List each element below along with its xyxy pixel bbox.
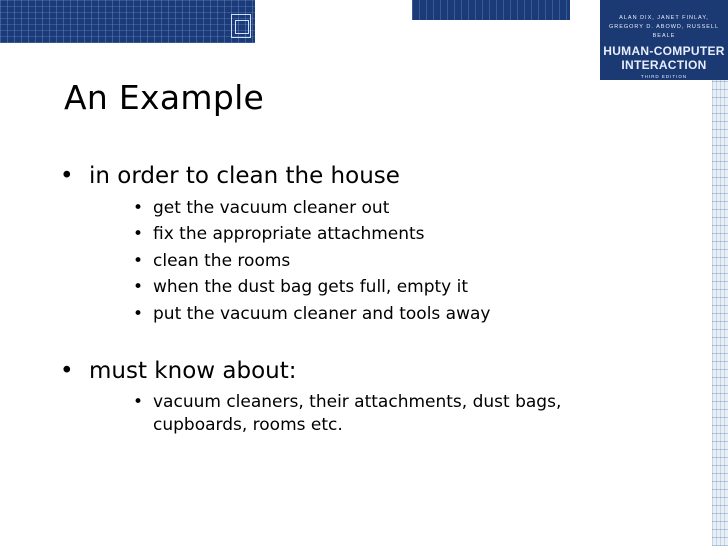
top-bar bbox=[412, 0, 570, 20]
sub-bullet-continuation: cupboards, rooms etc. bbox=[153, 415, 343, 435]
sub-bullet-text: fix the appropriate attachments bbox=[153, 224, 425, 244]
sub-bullet-text: put the vacuum cleaner and tools away bbox=[153, 304, 491, 324]
authors-line: ALAN DIX, JANET FINLAY, bbox=[619, 15, 709, 21]
authors-line: GREGORY D. ABOWD, RUSSELL BEALE bbox=[608, 24, 720, 39]
sub-bullet-text: clean the rooms bbox=[153, 251, 291, 271]
bullet-glyph: • bbox=[133, 251, 144, 271]
binary-banner bbox=[0, 0, 255, 43]
sub-bullet bbox=[133, 221, 425, 247]
binary-pattern bbox=[412, 0, 570, 20]
bullet-text: must know about: bbox=[89, 358, 297, 384]
bullet-glyph: • bbox=[60, 358, 74, 384]
sub-bullet bbox=[133, 195, 389, 221]
bullet bbox=[60, 163, 400, 189]
book-authors bbox=[600, 14, 728, 41]
sub-bullet bbox=[133, 248, 290, 274]
sub-bullet bbox=[133, 389, 561, 415]
bullet-glyph: • bbox=[133, 392, 144, 412]
slide-title: An Example bbox=[64, 78, 265, 117]
book-edition: THIRD EDITION bbox=[640, 74, 688, 79]
book-title bbox=[600, 44, 728, 72]
sub-bullet bbox=[133, 301, 491, 327]
sub-bullet-text: when the dust bag gets full, empty it bbox=[153, 277, 469, 297]
square-window-icon bbox=[231, 14, 251, 38]
bullet-text: in order to clean the house bbox=[89, 163, 400, 189]
sub-bullet-text: vacuum cleaners, their attachments, dust bags, bbox=[153, 392, 562, 412]
binary-pattern bbox=[712, 80, 728, 546]
bullet-glyph: • bbox=[133, 277, 144, 297]
bullet bbox=[60, 358, 297, 384]
book-title-line: HUMAN-COMPUTER bbox=[603, 44, 725, 58]
bullet-glyph: • bbox=[60, 163, 74, 189]
bullet-glyph: • bbox=[133, 198, 144, 218]
bullet-glyph: • bbox=[133, 224, 144, 244]
bullet-glyph: • bbox=[133, 304, 144, 324]
binary-pattern bbox=[0, 0, 255, 43]
sub-bullet-text: get the vacuum cleaner out bbox=[153, 198, 390, 218]
side-strip bbox=[712, 80, 728, 546]
sub-bullet bbox=[133, 274, 468, 300]
book-title-line: INTERACTION bbox=[621, 58, 707, 72]
book-cover bbox=[600, 0, 728, 80]
